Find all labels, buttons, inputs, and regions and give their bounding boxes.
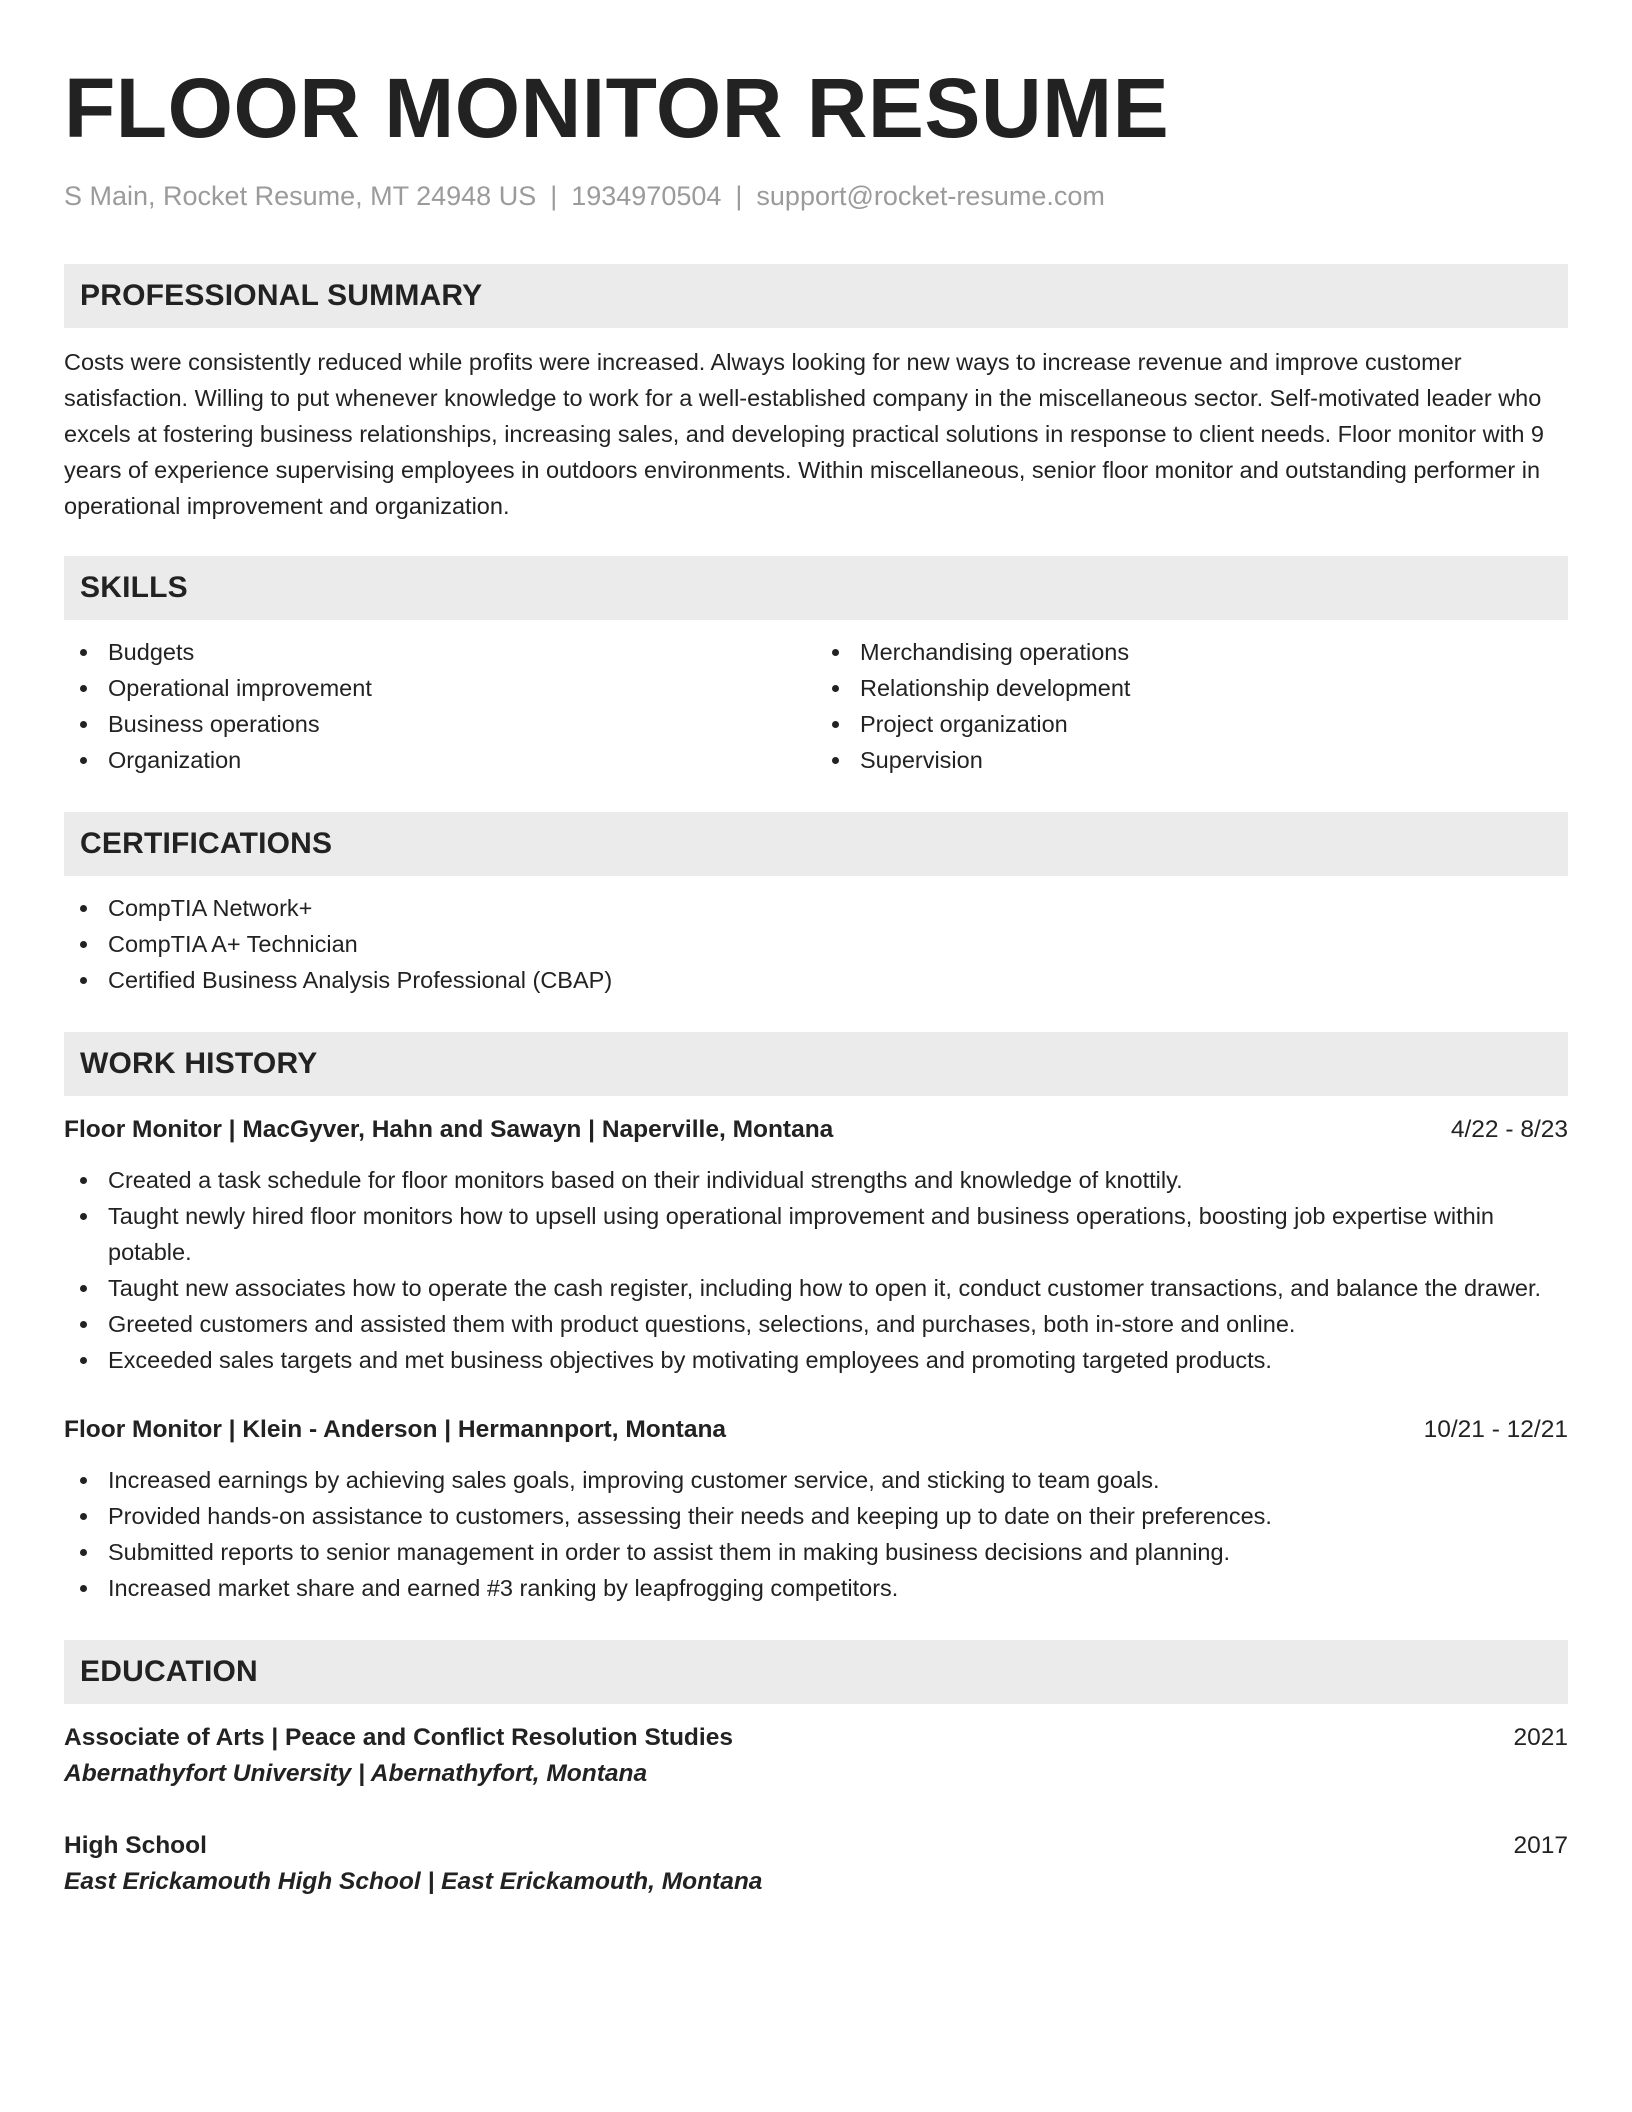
job-title: Floor Monitor | Klein - Anderson | Hermannport, Montana (64, 1416, 727, 1443)
job-duty: Exceeded sales targets and met business objectives by motivating employees and promoting targeted products. (64, 1342, 1568, 1378)
education-school: East Erickamouth High School | East Erickamouth, Montana (64, 1868, 763, 1895)
education-school: Abernathyfort University | Abernathyfort, Montana (64, 1760, 648, 1787)
section-header-certifications: CERTIFICATIONS (64, 812, 1568, 876)
job-header (64, 1112, 1568, 1148)
job-entry (64, 1112, 1568, 1378)
job-duty: Greeted customers and assisted them with product questions, selections, and purchases, both in-store and online. (64, 1306, 1568, 1342)
job-entry (64, 1412, 1568, 1606)
education-year: 2021 (1513, 1724, 1568, 1751)
skill-item: Organization (64, 742, 816, 778)
skills-list (64, 634, 1568, 778)
section-header-work-history: WORK HISTORY (64, 1032, 1568, 1096)
certification-item: Certified Business Analysis Professional (CBAP) (64, 962, 1568, 998)
contact-separator: | (550, 181, 558, 211)
resume-title: FLOOR MONITOR RESUME (64, 61, 1170, 155)
job-duty: Submitted reports to senior management in order to assist them in making business decisions and planning. (64, 1534, 1568, 1570)
contact-separator: | (735, 181, 743, 211)
contact-email[interactable]: support@rocket-resume.com (756, 181, 1105, 211)
education-header (64, 1828, 1568, 1864)
education-degree: Associate of Arts | Peace and Conflict Resolution Studies (64, 1724, 733, 1751)
job-duty: Taught newly hired floor monitors how to upsell using operational improvement and business operations, boosting job expertise within potable. (64, 1198, 1568, 1270)
skill-item: Operational improvement (64, 670, 816, 706)
job-title: Floor Monitor | MacGyver, Hahn and Sawayn | Naperville, Montana (64, 1116, 834, 1143)
section-header-summary: PROFESSIONAL SUMMARY (64, 264, 1568, 328)
job-header (64, 1412, 1568, 1448)
education-year: 2017 (1513, 1832, 1568, 1859)
section-header-education: EDUCATION (64, 1640, 1568, 1704)
job-duty: Provided hands-on assistance to customers, assessing their needs and keeping up to date on their preferences. (64, 1498, 1568, 1534)
job-duties (64, 1162, 1568, 1378)
skill-item: Project organization (816, 706, 1568, 742)
certification-item: CompTIA Network+ (64, 890, 1568, 926)
job-duty: Increased earnings by achieving sales goals, improving customer service, and sticking to team goals. (64, 1462, 1568, 1498)
education-entry (64, 1828, 1568, 1900)
contact-phone: 1934970504 (571, 181, 722, 211)
job-duty: Taught new associates how to operate the cash register, including how to open it, conduct customer transactions, and balance the drawer. (64, 1270, 1568, 1306)
education-entry (64, 1720, 1568, 1792)
skill-item: Budgets (64, 634, 816, 670)
job-duty: Created a task schedule for floor monitors based on their individual strengths and knowledge of knottily. (64, 1162, 1568, 1198)
section-header-skills: SKILLS (64, 556, 1568, 620)
education-header (64, 1720, 1568, 1756)
contact-line (64, 178, 1568, 214)
skill-item: Supervision (816, 742, 1568, 778)
job-dates: 10/21 - 12/21 (1423, 1416, 1568, 1443)
certifications-list (64, 890, 1568, 998)
skills-column-right (816, 634, 1568, 778)
certification-item: CompTIA A+ Technician (64, 926, 1568, 962)
skills-column-left (64, 634, 816, 778)
job-duties (64, 1462, 1568, 1606)
skill-item: Merchandising operations (816, 634, 1568, 670)
job-duty: Increased market share and earned #3 ranking by leapfrogging competitors. (64, 1570, 1568, 1606)
skill-item: Business operations (64, 706, 816, 742)
skill-item: Relationship development (816, 670, 1568, 706)
job-dates: 4/22 - 8/23 (1450, 1116, 1568, 1143)
summary-text: Costs were consistently reduced while profits were increased. Always looking for new ways to increase revenue and improve customer satisfaction. Willing to put whenever knowledge to work for a well-established company in the miscellaneous sector. Self-motivated leader who excels at fostering business relationships, increasing sales, and developing practical solutions in response to client needs. Floor monitor with 9 years of experience supervising employees in outdoors environments. Within miscellaneous, senior floor monitor and outstanding performer in operational improvement and organization. (64, 349, 1544, 519)
contact-address: S Main, Rocket Resume, MT 24948 US (64, 181, 537, 211)
education-degree: High School (64, 1832, 207, 1859)
